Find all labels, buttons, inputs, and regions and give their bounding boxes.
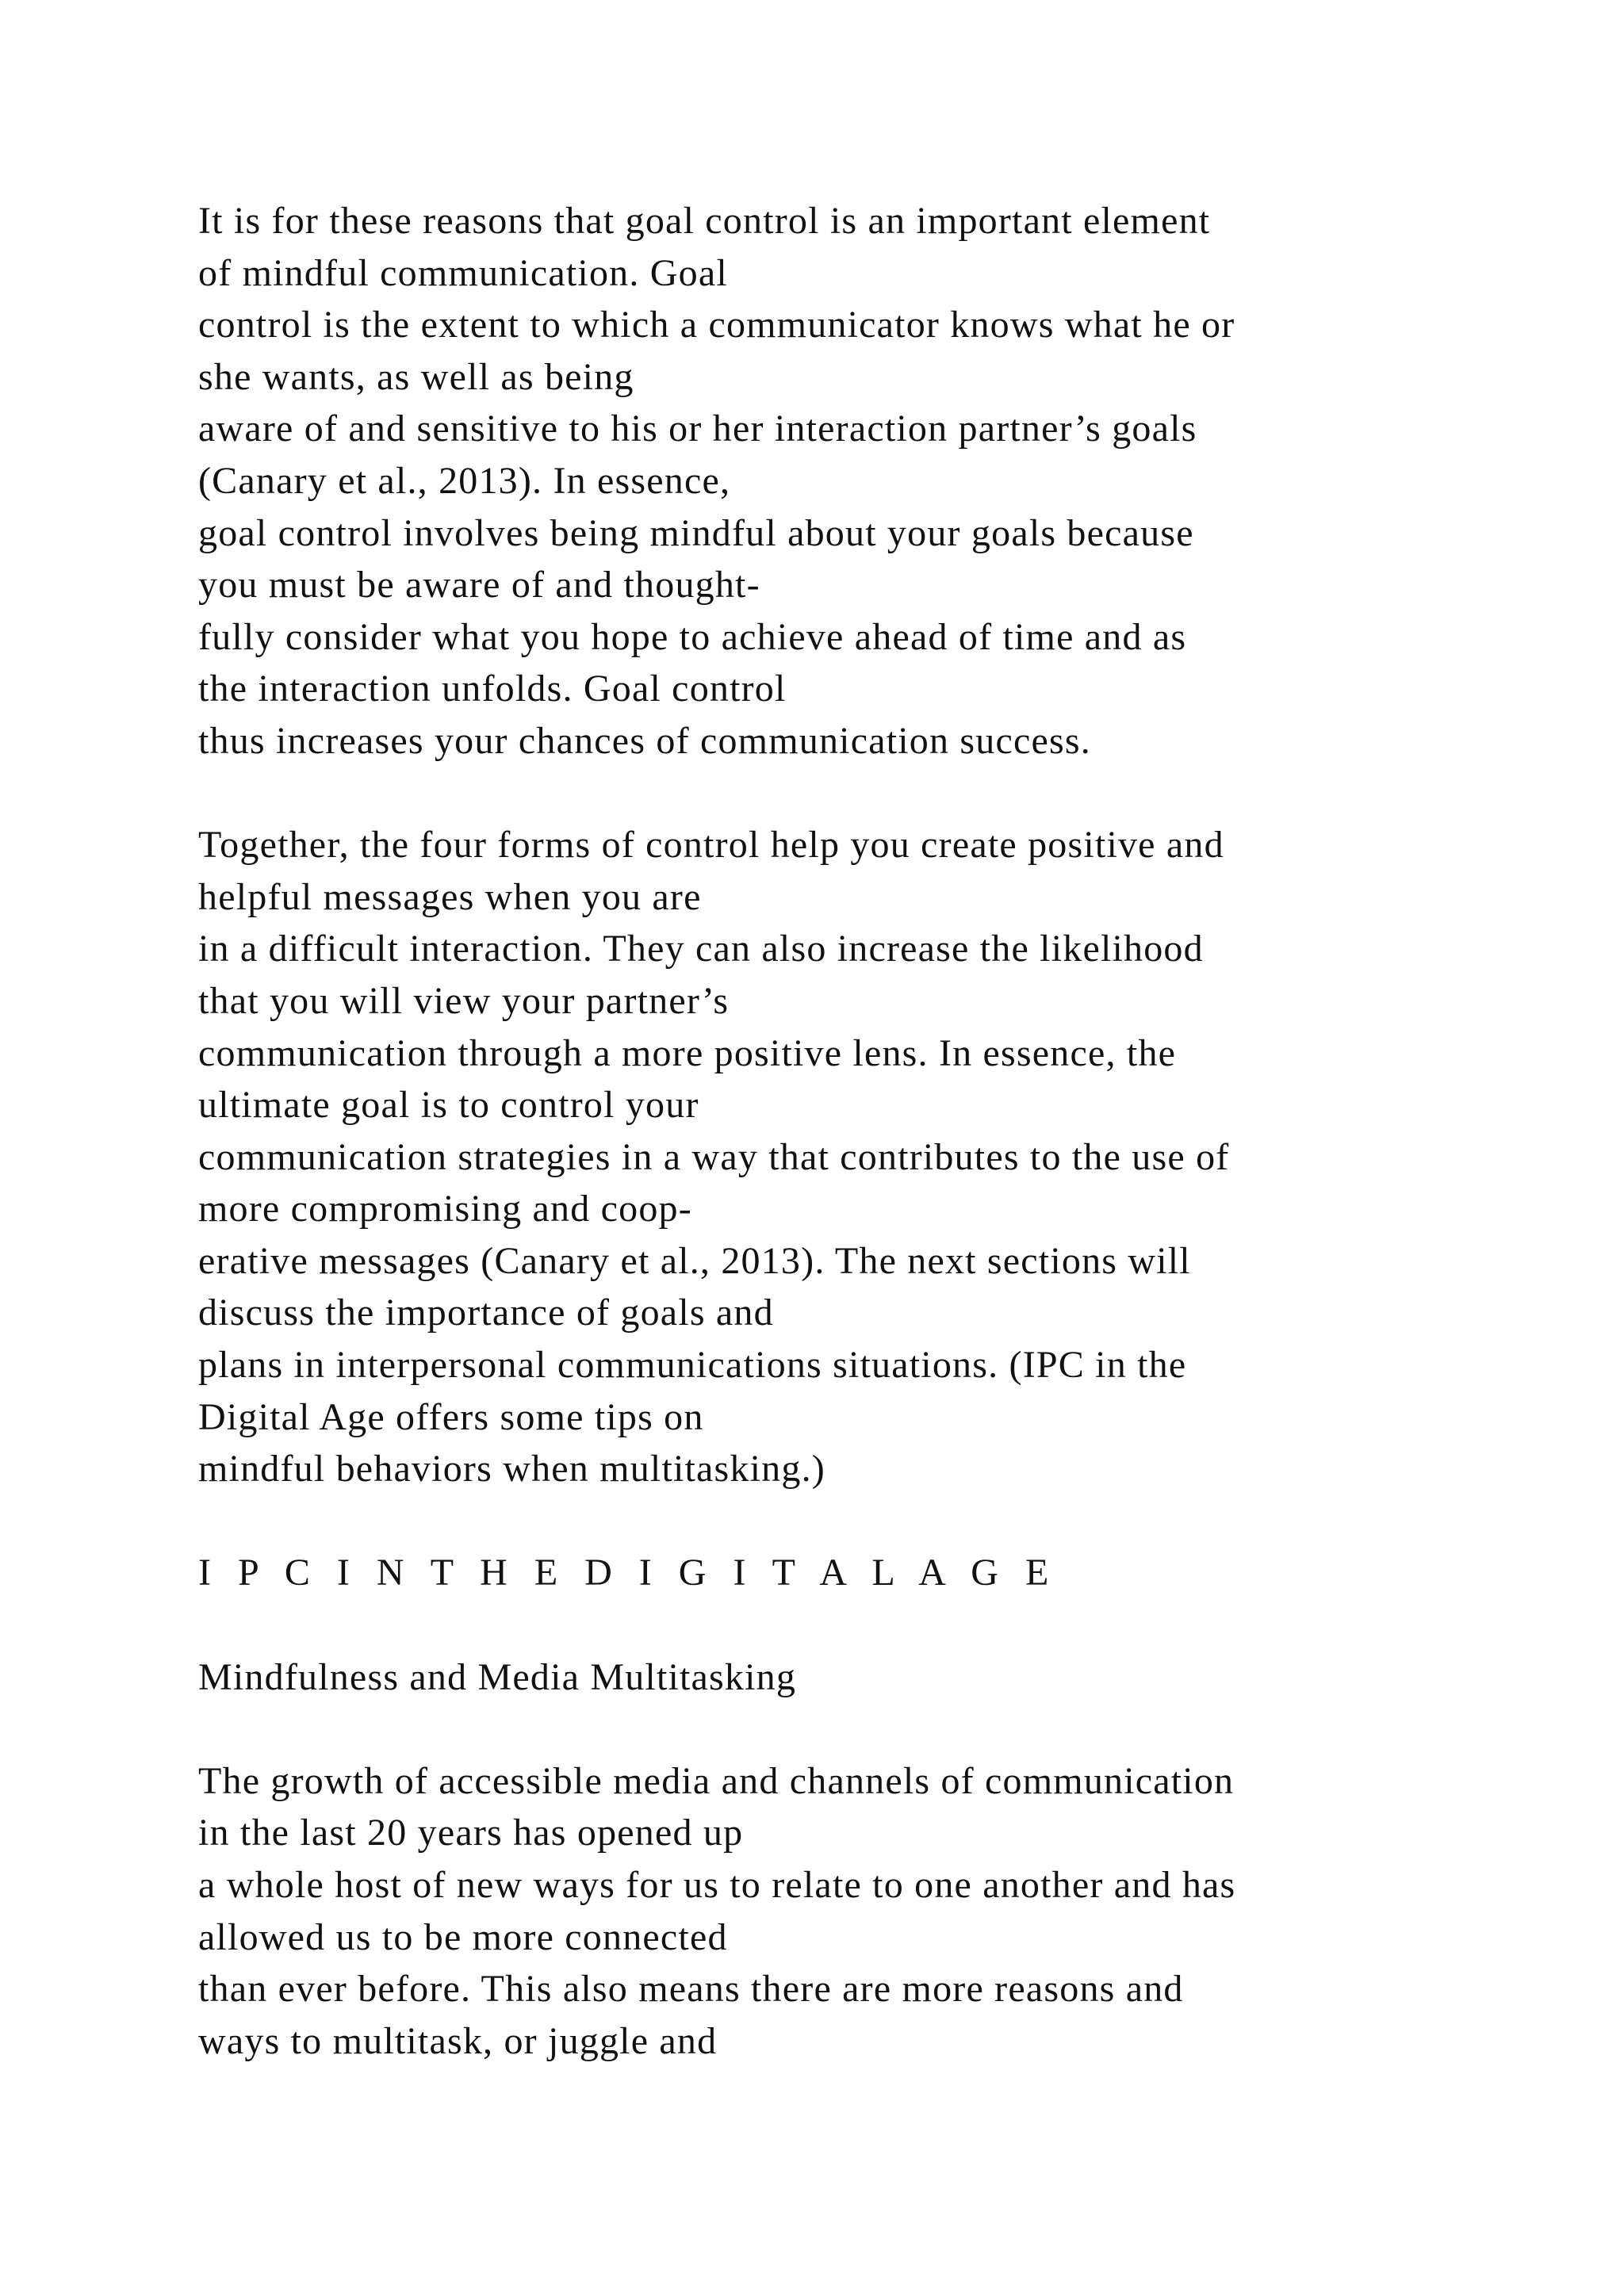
paragraph-media-growth [198, 1755, 1546, 2068]
text-line: than ever before. This also means there are more reasons and [198, 1968, 1184, 2011]
text-line: thus increases your chances of communication success. [198, 719, 1091, 762]
document-body [198, 195, 1546, 2067]
text-line: a whole host of new ways for us to relate to one another and has [198, 1864, 1236, 1906]
text-line: discuss the importance of goals and [198, 1292, 774, 1334]
paragraph-spacer [198, 1599, 1546, 1651]
text-line: Together, the four forms of control help you create positive and [198, 824, 1224, 867]
paragraph-spacer [198, 767, 1546, 820]
text-line: (Canary et al., 2013). In essence, [198, 459, 731, 502]
text-line: plans in interpersonal communications situations. (IPC in the [198, 1344, 1187, 1387]
text-line: erative messages (Canary et al., 2013). The next sections will [198, 1239, 1191, 1282]
paragraph-spacer [198, 1495, 1546, 1548]
text-line: helpful messages when you are [198, 875, 702, 918]
text-line: It is for these reasons that goal control is an important element [198, 200, 1211, 242]
text-line: communication strategies in a way that contributes to the use of [198, 1135, 1230, 1178]
text-line: goal control involves being mindful about your goals because [198, 511, 1194, 554]
paragraph-goal-control [198, 195, 1546, 767]
text-line: allowed us to be more connected [198, 1915, 728, 1958]
text-line: she wants, as well as being [198, 355, 634, 398]
text-line: fully consider what you hope to achieve ahead of time and as [198, 615, 1187, 658]
text-line: communication through a more positive lens. In essence, the [198, 1031, 1177, 1074]
text-line: ultimate goal is to control your [198, 1084, 699, 1127]
text-line: control is the extent to which a communicator knows what he or [198, 304, 1235, 346]
text-line: mindful behaviors when multitasking.) [198, 1448, 825, 1490]
text-line: ways to multitask, or juggle and [198, 2019, 718, 2062]
text-line: Digital Age offers some tips on [198, 1395, 704, 1438]
text-line: aware of and sensitive to his or her interaction partner’s goals [198, 408, 1197, 450]
section-heading: I P C I N T H E D I G I T A L A G E [198, 1552, 1058, 1594]
text-line: that you will view your partner’s [198, 979, 730, 1022]
text-line: in a difficult interaction. They can also increase the likelihood [198, 928, 1204, 970]
text-line: you must be aware of and thought- [198, 564, 760, 607]
text-line: the interaction unfolds. Goal control [198, 668, 787, 710]
text-line: of mindful communication. Goal [198, 251, 728, 294]
text-line: in the last 20 years has opened up [198, 1812, 744, 1854]
paragraph-four-forms-of-control [198, 819, 1546, 1495]
subheading: Mindfulness and Media Multitasking [198, 1655, 797, 1698]
paragraph-spacer [198, 1703, 1546, 1755]
text-line: more compromising and coop- [198, 1188, 692, 1230]
text-line: The growth of accessible media and channels of communication [198, 1759, 1235, 1802]
